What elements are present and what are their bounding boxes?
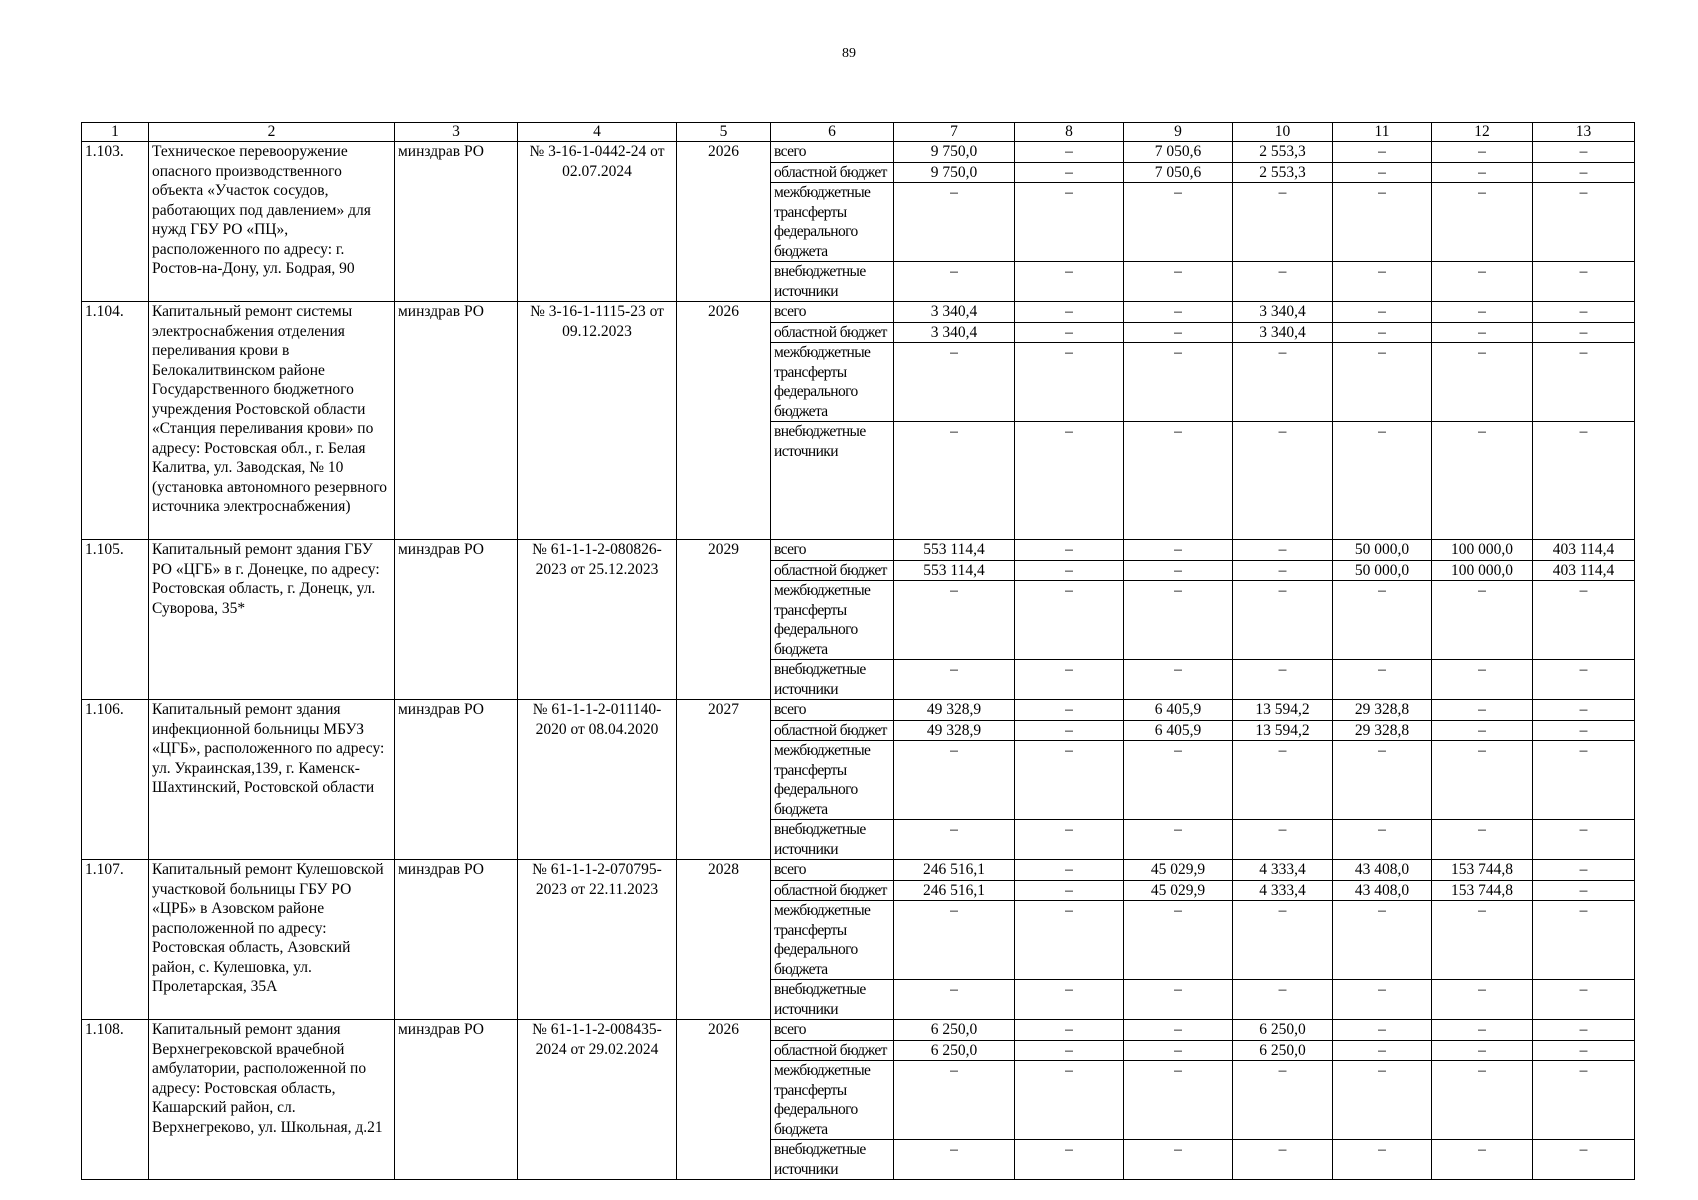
amount-cell: – [1432, 700, 1533, 721]
row-number: 1.103. [82, 142, 149, 302]
amount-cell: – [1533, 901, 1635, 980]
object-name: Капитальный ремонт Кулешовской участковой больницы ГБУ РО «ЦРБ» в Азовском районе расположенной по адресу: Ростовская область, Азовский район, с. Кулешовка, ул. Пролетарская, 35А [149, 860, 395, 1020]
amount-cell: 100 000,0 [1432, 560, 1533, 581]
amount-cell: 45 029,9 [1124, 860, 1233, 881]
amount-cell: 13 594,2 [1233, 700, 1333, 721]
row-number: 1.107. [82, 860, 149, 1020]
amount-cell: – [894, 1061, 1015, 1140]
amount-cell: – [894, 980, 1015, 1020]
funding-source: областной бюджет [771, 322, 894, 343]
customer: минздрав РО [395, 540, 518, 700]
amount-cell: – [1533, 1020, 1635, 1041]
amount-cell: – [1533, 142, 1635, 163]
amount-cell: – [1233, 540, 1333, 561]
column-header: 8 [1015, 123, 1124, 142]
funding-source: всего [771, 540, 894, 561]
amount-cell: – [1333, 302, 1432, 323]
column-header: 12 [1432, 123, 1533, 142]
amount-cell: – [1333, 581, 1432, 660]
amount-cell: – [894, 901, 1015, 980]
object-name: Капитальный ремонт системы электроснабжения отделения переливания крови в Белокалитвинском районе Государственного бюджетного учреждения Ростовской области «Станция переливания крови» по адресу: Ростовская обл., г. Белая Калитва, ул. Заводская, № 10 (установка автономного резервного источника электроснабжения) [149, 302, 395, 540]
table-row [82, 860, 1635, 881]
amount-cell: 50 000,0 [1333, 540, 1432, 561]
amount-cell: – [1333, 343, 1432, 422]
amount-cell: – [894, 422, 1015, 540]
column-header: 3 [395, 123, 518, 142]
amount-cell: – [1015, 1061, 1124, 1140]
table-row [82, 1020, 1635, 1041]
amount-cell: – [1533, 700, 1635, 721]
amount-cell: – [1233, 422, 1333, 540]
table-row [82, 302, 1635, 323]
amount-cell: 50 000,0 [1333, 560, 1432, 581]
amount-cell: 6 250,0 [1233, 1040, 1333, 1061]
funding-source: всего [771, 860, 894, 881]
project-document: № 61-1-1-2-008435-2024 от 29.02.2024 [518, 1020, 677, 1180]
amount-cell: – [894, 183, 1015, 262]
amount-cell: – [1333, 142, 1432, 163]
amount-cell: – [1432, 162, 1533, 183]
object-name: Капитальный ремонт здания Верхнегрековской врачебной амбулатории, расположенной по адресу: Ростовская область, Кашарский район, сл. Верхнегреково, ул. Школьная, д.21 [149, 1020, 395, 1180]
amount-cell: 4 333,4 [1233, 880, 1333, 901]
amount-cell: – [1124, 422, 1233, 540]
amount-cell: – [1432, 741, 1533, 820]
funding-source: областной бюджет [771, 560, 894, 581]
amount-cell: – [1432, 1140, 1533, 1180]
column-header: 9 [1124, 123, 1233, 142]
completion-year: 2026 [677, 1020, 771, 1180]
completion-year: 2027 [677, 700, 771, 860]
amount-cell: – [1533, 343, 1635, 422]
funding-source: областной бюджет [771, 162, 894, 183]
funding-source: межбюджетные трансферты федерального бюджета [771, 901, 894, 980]
customer: минздрав РО [395, 302, 518, 540]
amount-cell: – [1124, 901, 1233, 980]
amount-cell: – [1015, 560, 1124, 581]
amount-cell: – [1333, 1020, 1432, 1041]
amount-cell: 45 029,9 [1124, 880, 1233, 901]
amount-cell: – [1432, 1040, 1533, 1061]
amount-cell: – [1432, 1061, 1533, 1140]
column-header: 7 [894, 123, 1015, 142]
amount-cell: – [1432, 422, 1533, 540]
amount-cell: 153 744,8 [1432, 880, 1533, 901]
amount-cell: – [1233, 901, 1333, 980]
amount-cell: – [1533, 860, 1635, 881]
amount-cell: – [1124, 581, 1233, 660]
amount-cell: 3 340,4 [1233, 322, 1333, 343]
amount-cell: 3 340,4 [894, 302, 1015, 323]
amount-cell: – [1533, 880, 1635, 901]
customer: минздрав РО [395, 142, 518, 302]
amount-cell: – [1124, 980, 1233, 1020]
amount-cell: – [894, 1140, 1015, 1180]
amount-cell: – [1015, 720, 1124, 741]
amount-cell: – [1015, 1040, 1124, 1061]
column-header: 13 [1533, 123, 1635, 142]
amount-cell: – [1333, 820, 1432, 860]
amount-cell: – [1533, 162, 1635, 183]
amount-cell: – [1015, 820, 1124, 860]
amount-cell: – [1015, 302, 1124, 323]
amount-cell: – [1533, 1040, 1635, 1061]
completion-year: 2028 [677, 860, 771, 1020]
amount-cell: 6 405,9 [1124, 720, 1233, 741]
column-header: 4 [518, 123, 677, 142]
amount-cell: 246 516,1 [894, 880, 1015, 901]
project-document: № 3-16-1-1115-23 от 09.12.2023 [518, 302, 677, 540]
amount-cell: – [1124, 1020, 1233, 1041]
amount-cell: – [1233, 820, 1333, 860]
funding-source: межбюджетные трансферты федерального бюджета [771, 1061, 894, 1140]
funding-source: межбюджетные трансферты федерального бюджета [771, 741, 894, 820]
funding-source: всего [771, 700, 894, 721]
customer: минздрав РО [395, 700, 518, 860]
amount-cell: 13 594,2 [1233, 720, 1333, 741]
completion-year: 2026 [677, 142, 771, 302]
amount-cell: – [1233, 660, 1333, 700]
funding-source: всего [771, 142, 894, 163]
amount-cell: 553 114,4 [894, 560, 1015, 581]
funding-source: областной бюджет [771, 720, 894, 741]
funding-source: межбюджетные трансферты федерального бюджета [771, 183, 894, 262]
amount-cell: – [1533, 302, 1635, 323]
amount-cell: 6 250,0 [1233, 1020, 1333, 1041]
amount-cell: – [1015, 700, 1124, 721]
amount-cell: 2 553,3 [1233, 162, 1333, 183]
project-document: № 61-1-1-2-011140-2020 от 08.04.2020 [518, 700, 677, 860]
amount-cell: – [1233, 581, 1333, 660]
amount-cell: – [1533, 581, 1635, 660]
amount-cell: – [1124, 1061, 1233, 1140]
amount-cell: 403 114,4 [1533, 560, 1635, 581]
amount-cell: 49 328,9 [894, 700, 1015, 721]
amount-cell: – [1333, 741, 1432, 820]
amount-cell: – [1124, 741, 1233, 820]
amount-cell: – [1533, 322, 1635, 343]
amount-cell: – [1015, 262, 1124, 302]
amount-cell: – [1233, 183, 1333, 262]
object-name: Техническое перевооружение опасного производственного объекта «Участок сосудов, работающих под давлением» для нужд ГБУ РО «ПЦ», расположенного по адресу: г. Ростов-на-Дону, ул. Бодрая, 90 [149, 142, 395, 302]
amount-cell: – [1432, 581, 1533, 660]
amount-cell: – [1432, 183, 1533, 262]
amount-cell: 553 114,4 [894, 540, 1015, 561]
amount-cell: 9 750,0 [894, 162, 1015, 183]
amount-cell: – [1015, 581, 1124, 660]
row-number: 1.108. [82, 1020, 149, 1180]
amount-cell: – [1015, 422, 1124, 540]
funding-source: всего [771, 1020, 894, 1041]
completion-year: 2026 [677, 302, 771, 540]
amount-cell: – [1533, 1061, 1635, 1140]
completion-year: 2029 [677, 540, 771, 700]
project-document: № 61-1-1-2-080826-2023 от 25.12.2023 [518, 540, 677, 700]
amount-cell: – [1533, 262, 1635, 302]
amount-cell: – [1233, 1140, 1333, 1180]
amount-cell: – [1432, 820, 1533, 860]
amount-cell: – [1124, 1040, 1233, 1061]
amount-cell: – [1533, 820, 1635, 860]
amount-cell: – [1124, 262, 1233, 302]
amount-cell: – [1124, 322, 1233, 343]
amount-cell: – [1124, 540, 1233, 561]
amount-cell: 153 744,8 [1432, 860, 1533, 881]
amount-cell: – [1333, 183, 1432, 262]
amount-cell: – [1432, 980, 1533, 1020]
amount-cell: – [1233, 980, 1333, 1020]
amount-cell: – [1233, 1061, 1333, 1140]
amount-cell: – [1333, 1061, 1432, 1140]
amount-cell: – [1333, 262, 1432, 302]
table-row [82, 540, 1635, 561]
project-document: № 61-1-1-2-070795-2023 от 22.11.2023 [518, 860, 677, 1020]
amount-cell: 3 340,4 [894, 322, 1015, 343]
amount-cell: – [1124, 343, 1233, 422]
amount-cell: – [1015, 1140, 1124, 1180]
customer: минздрав РО [395, 1020, 518, 1180]
amount-cell: – [894, 741, 1015, 820]
amount-cell: – [1233, 741, 1333, 820]
amount-cell: 29 328,8 [1333, 720, 1432, 741]
amount-cell: – [1015, 142, 1124, 163]
amount-cell: – [1015, 540, 1124, 561]
row-number: 1.104. [82, 302, 149, 540]
amount-cell: – [1533, 183, 1635, 262]
table-row [82, 142, 1635, 163]
funding-source: внебюджетные источники [771, 820, 894, 860]
amount-cell: – [1124, 820, 1233, 860]
amount-cell: – [1015, 660, 1124, 700]
amount-cell: 7 050,6 [1124, 162, 1233, 183]
amount-cell: – [1533, 980, 1635, 1020]
amount-cell: – [1015, 162, 1124, 183]
amount-cell: – [1015, 880, 1124, 901]
amount-cell: – [1432, 322, 1533, 343]
amount-cell: – [1124, 560, 1233, 581]
funding-source: межбюджетные трансферты федерального бюджета [771, 581, 894, 660]
project-document: № 3-16-1-0442-24 от 02.07.2024 [518, 142, 677, 302]
amount-cell: – [1432, 901, 1533, 980]
column-header: 10 [1233, 123, 1333, 142]
amount-cell: – [1124, 660, 1233, 700]
funding-source: областной бюджет [771, 880, 894, 901]
amount-cell: 43 408,0 [1333, 860, 1432, 881]
amount-cell: 2 553,3 [1233, 142, 1333, 163]
amount-cell: – [1333, 980, 1432, 1020]
amount-cell: – [1124, 183, 1233, 262]
column-header: 5 [677, 123, 771, 142]
funding-source: межбюджетные трансферты федерального бюджета [771, 343, 894, 422]
amount-cell: – [1432, 660, 1533, 700]
amount-cell: – [1124, 302, 1233, 323]
amount-cell: – [1333, 1040, 1432, 1061]
amount-cell: 6 405,9 [1124, 700, 1233, 721]
amount-cell: – [1432, 302, 1533, 323]
amount-cell: 43 408,0 [1333, 880, 1432, 901]
funding-source: внебюджетные источники [771, 980, 894, 1020]
table-row [82, 700, 1635, 721]
column-header: 11 [1333, 123, 1432, 142]
amount-cell: – [1015, 860, 1124, 881]
amount-cell: 6 250,0 [894, 1040, 1015, 1061]
amount-cell: 4 333,4 [1233, 860, 1333, 881]
column-header: 1 [82, 123, 149, 142]
funding-source: областной бюджет [771, 1040, 894, 1061]
amount-cell: 29 328,8 [1333, 700, 1432, 721]
amount-cell: – [1432, 262, 1533, 302]
amount-cell: – [1432, 343, 1533, 422]
row-number: 1.105. [82, 540, 149, 700]
amount-cell: – [1533, 741, 1635, 820]
page-number: 89 [842, 46, 856, 61]
amount-cell: 7 050,6 [1124, 142, 1233, 163]
amount-cell: – [1233, 262, 1333, 302]
amount-cell: – [1533, 660, 1635, 700]
object-name: Капитальный ремонт здания инфекционной больницы МБУЗ «ЦГБ», расположенного по адресу: ул. Украинская,139, г. Каменск-Шахтинский, Ростовской области [149, 700, 395, 860]
amount-cell: – [894, 660, 1015, 700]
amount-cell: – [1233, 343, 1333, 422]
amount-cell: – [1333, 322, 1432, 343]
amount-cell: – [1015, 343, 1124, 422]
amount-cell: 3 340,4 [1233, 302, 1333, 323]
funding-source: внебюджетные источники [771, 262, 894, 302]
header-row [82, 123, 1635, 142]
column-header: 2 [149, 123, 395, 142]
column-header: 6 [771, 123, 894, 142]
amount-cell: – [1432, 1020, 1533, 1041]
amount-cell: – [1124, 1140, 1233, 1180]
amount-cell: – [894, 262, 1015, 302]
amount-cell: – [1015, 322, 1124, 343]
funding-source: внебюджетные источники [771, 660, 894, 700]
amount-cell: – [894, 581, 1015, 660]
row-number: 1.106. [82, 700, 149, 860]
amount-cell: – [1533, 720, 1635, 741]
amount-cell: – [1333, 1140, 1432, 1180]
object-name: Капитальный ремонт здания ГБУ РО «ЦГБ» в г. Донецке, по адресу: Ростовская область, г. Донецк, ул. Суворова, 35* [149, 540, 395, 700]
amount-cell: – [1015, 741, 1124, 820]
amount-cell: 9 750,0 [894, 142, 1015, 163]
amount-cell: – [1533, 422, 1635, 540]
amount-cell: 6 250,0 [894, 1020, 1015, 1041]
amount-cell: – [1333, 162, 1432, 183]
amount-cell: – [1015, 980, 1124, 1020]
amount-cell: – [1015, 1020, 1124, 1041]
investment-table [81, 122, 1635, 1180]
amount-cell: – [1432, 720, 1533, 741]
funding-source: внебюджетные источники [771, 1140, 894, 1180]
amount-cell: 100 000,0 [1432, 540, 1533, 561]
amount-cell: – [894, 820, 1015, 860]
amount-cell: 49 328,9 [894, 720, 1015, 741]
amount-cell: – [894, 343, 1015, 422]
amount-cell: – [1432, 142, 1533, 163]
amount-cell: – [1333, 901, 1432, 980]
funding-source: внебюджетные источники [771, 422, 894, 540]
funding-source: всего [771, 302, 894, 323]
amount-cell: – [1533, 1140, 1635, 1180]
amount-cell: – [1015, 183, 1124, 262]
amount-cell: 246 516,1 [894, 860, 1015, 881]
amount-cell: – [1233, 560, 1333, 581]
amount-cell: 403 114,4 [1533, 540, 1635, 561]
amount-cell: – [1333, 660, 1432, 700]
customer: минздрав РО [395, 860, 518, 1020]
amount-cell: – [1333, 422, 1432, 540]
amount-cell: – [1015, 901, 1124, 980]
